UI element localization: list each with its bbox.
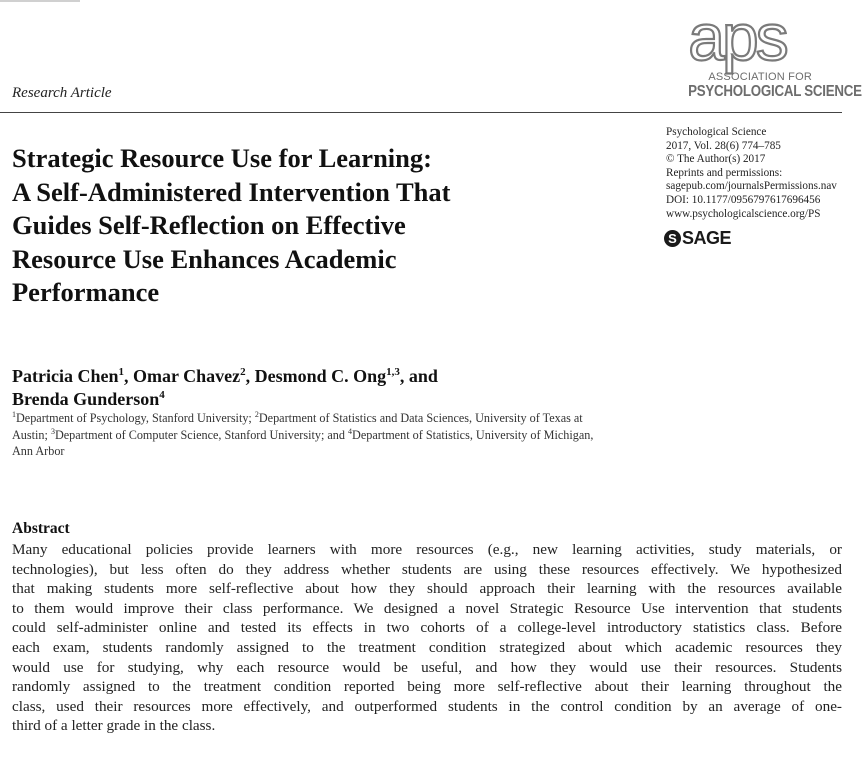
journal-info-block xyxy=(666,126,842,221)
journal-volume: 2017, Vol. 28(6) 774–785 xyxy=(666,139,781,152)
title-line: A Self-Administered Intervention That xyxy=(12,176,451,207)
affiliations xyxy=(12,410,612,460)
aps-logo-letters: aps xyxy=(688,0,786,74)
author-name: Patricia Chen xyxy=(12,366,119,386)
author-name: Omar Chavez xyxy=(132,366,241,386)
abstract-line: class, used their resources more effectively, and outperformed students in the control condition by an average of one- xyxy=(12,697,842,715)
author-name: Desmond C. Ong xyxy=(254,366,387,386)
affiliation-mark: 4 xyxy=(348,426,353,436)
abstract-line: technologies), but less often do they address whether students are using these resources effectively. We hypothesized xyxy=(12,560,842,578)
publisher-name-line2: PSYCHOLOGICAL SCIENCE xyxy=(688,83,862,100)
author-separator: , and xyxy=(399,366,438,386)
reprints-link[interactable]: sagepub.com/journalsPermissions.nav xyxy=(666,180,837,193)
title-line: Guides Self-Reflection on Effective xyxy=(12,210,406,240)
title-line: Resource Use Enhances Academic xyxy=(12,243,397,274)
affiliation-text: Department of Psychology, Stanford University; xyxy=(16,411,255,425)
author-name: Brenda Gunderson xyxy=(12,389,160,409)
author-affiliation-mark: 4 xyxy=(159,389,165,401)
abstract-line: that making students more self-reflective about how they should approach their learning with the resources available xyxy=(12,580,842,598)
journal-website-link[interactable]: www.psychologicalscience.org/PS xyxy=(666,207,821,220)
affiliation-text: Department of Statistics, University of Michigan, Ann Arbor xyxy=(12,427,594,458)
sage-logo-text: SAGE xyxy=(682,228,732,248)
abstract-line: would use for studying, why each resource would be useful, and how they would use their resources. Students xyxy=(12,658,842,676)
author-separator: , xyxy=(245,366,255,386)
affiliation-mark: 1 xyxy=(12,409,16,419)
affiliation-mark: 2 xyxy=(254,409,259,419)
article-title xyxy=(12,142,612,310)
affiliation-text: Department of Statistics and Data Sciences, University of Texas at Austin; xyxy=(12,411,583,442)
abstract-line: to them would improve their class performance. We designed a novel Strategic Resource Use intervention that students xyxy=(12,599,842,617)
sage-s-icon: S xyxy=(664,230,681,247)
affiliation-text: Department of Computer Science, Stanford University; and xyxy=(54,427,349,442)
aps-logo-mark xyxy=(662,0,812,74)
article-type-label: Research Article xyxy=(12,85,112,101)
author-affiliation-mark: 1 xyxy=(118,366,124,378)
title-line: Performance xyxy=(12,277,160,307)
author-affiliation-mark: 1,3 xyxy=(386,366,400,378)
publisher-name xyxy=(668,71,862,100)
author-separator: , xyxy=(123,366,133,386)
abstract-heading: Abstract xyxy=(12,520,70,537)
publisher-name-line1: ASSOCIATION FOR xyxy=(708,71,812,83)
abstract-line: third of a letter grade in the class. xyxy=(12,717,216,735)
author-list xyxy=(12,365,572,411)
sage-logo xyxy=(664,228,731,249)
top-edge-line xyxy=(0,0,80,2)
copyright-notice: © The Author(s) 2017 xyxy=(666,153,766,166)
abstract-line: randomly assigned to the treatment condition reported being more self-reflective about their learning throughout the xyxy=(12,678,842,696)
title-line: Strategic Resource Use for Learning: xyxy=(12,143,432,173)
author-affiliation-mark: 2 xyxy=(240,366,246,378)
journal-name: Psychological Science xyxy=(666,126,767,138)
affiliation-mark: 3 xyxy=(50,426,55,436)
abstract-line: could self-administer online and tested its effects in two cohorts of a college-level introductory statistics class. Before xyxy=(12,619,842,637)
abstract-line: Many educational policies provide learners with more resources (e.g., new learning activities, study materials, or xyxy=(12,541,842,558)
abstract-line: each exam, students randomly assigned to the treatment condition strategized about which academic resources they xyxy=(12,638,842,656)
abstract-body xyxy=(12,540,842,736)
doi-link[interactable]: DOI: 10.1177/0956797617696456 xyxy=(666,193,821,206)
header-divider xyxy=(0,112,842,113)
aps-logo[interactable] xyxy=(662,0,862,108)
reprints-label: Reprints and permissions: xyxy=(666,166,783,179)
